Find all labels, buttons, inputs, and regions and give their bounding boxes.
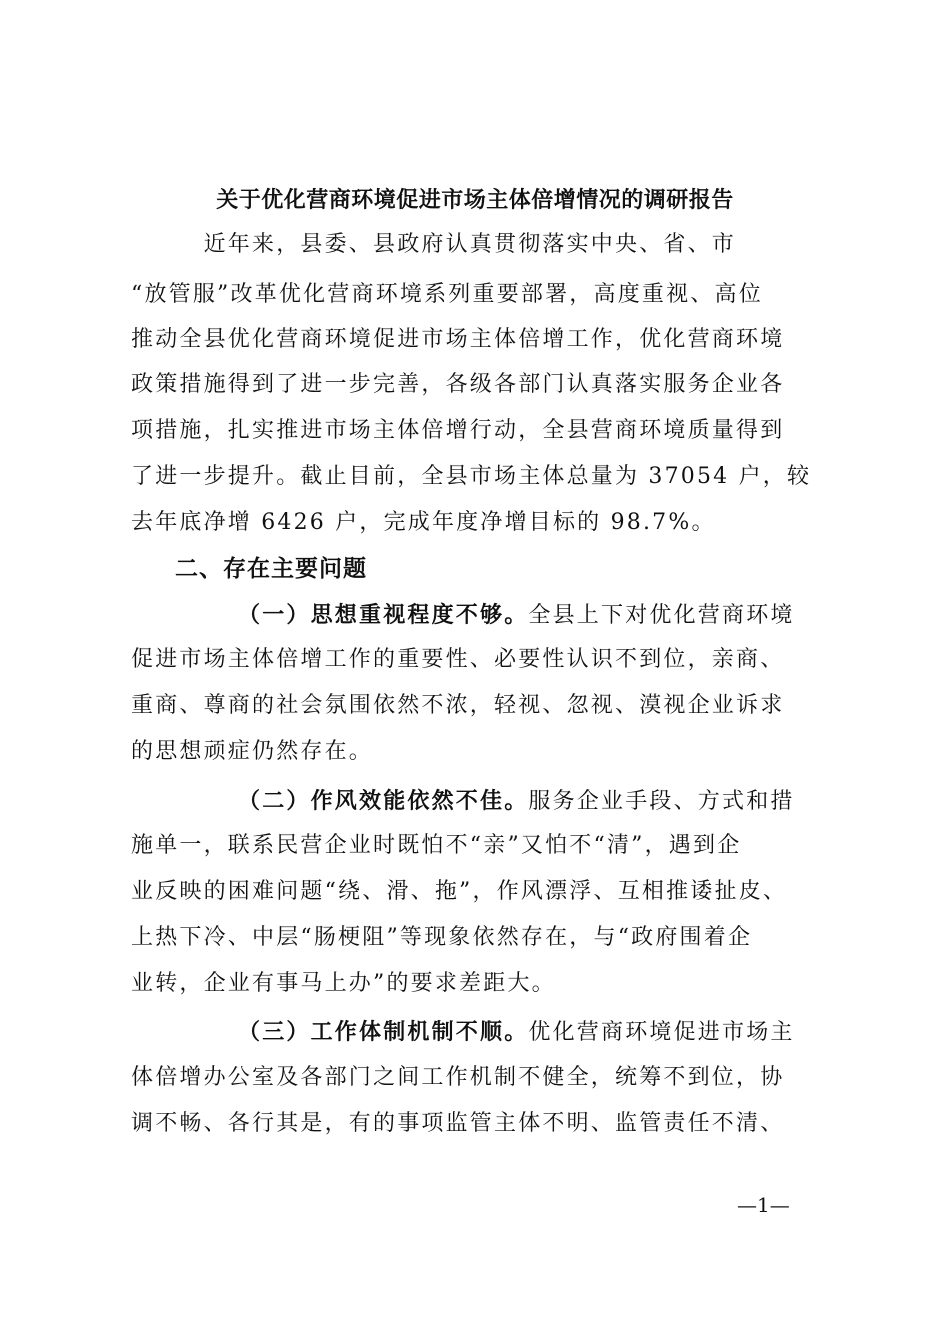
item2-line-5: 业转，企业有事马上办”的要求差距大。: [131, 971, 556, 996]
intro-line-5: 项措施，扎实推进市场主体倍增行动，全县营商环境质量得到: [131, 418, 785, 443]
section-heading: 二、存在主要问题: [175, 555, 367, 582]
item1-line-3: 重商、尊商的社会氛围依然不浓，轻视、忽视、漠视企业诉求: [131, 693, 785, 718]
item3-first-line: [238, 1017, 838, 1048]
item2-line-2: 施单一，联系民营企业时既怕不“亲”又怕不“清”，遇到企: [131, 833, 742, 858]
item3-line-3: 调不畅、各行其是，有的事项监管主体不明、监管责任不清、: [131, 1111, 785, 1136]
document-title: 关于优化营商环境促进市场主体倍增情况的调研报告: [216, 187, 734, 213]
item3-line-2: 体倍增办公室及各部门之间工作机制不健全，统筹不到位，协: [131, 1065, 785, 1090]
item2-lead: （二）作风效能依然不佳。: [238, 788, 529, 814]
item2-line-4: 上热下冷、中层“肠梗阻”等现象依然存在，与“政府围着企: [131, 925, 753, 950]
intro-line-6: 了进一步提升。截止目前，全县市场主体总量为 37054 户，较: [131, 464, 812, 489]
item1-first-line: [238, 600, 838, 631]
intro-line-2: “放管服”改革优化营商环境系列重要部署，高度重视、高位: [131, 282, 763, 307]
item3-lead: （三）工作体制机制不顺。: [238, 1019, 529, 1045]
intro-line-4: 政策措施得到了进一步完善，各级各部门认真落实服务企业各: [131, 372, 785, 397]
intro-line-1: 近年来，县委、县政府认真贯彻落实中央、省、市: [131, 232, 737, 257]
intro-line-7: 去年底净增 6426 户，完成年度净增目标的 98.7%。: [131, 510, 716, 535]
item2-line-3: 业反映的困难问题“绕、滑、拖”，作风漂浮、互相推诿扯皮、: [131, 879, 788, 904]
intro-line-3: 推动全县优化营商环境促进市场主体倍增工作，优化营商环境: [131, 327, 785, 352]
item1-line-2: 促进市场主体倍增工作的重要性、必要性认识不到位，亲商、: [131, 647, 785, 672]
item2-first-line: [238, 786, 838, 817]
item2-first-rest: 服务企业手段、方式和措: [528, 789, 795, 814]
page-number: —1—: [737, 1193, 790, 1217]
item1-line-4: 的思想顽症仍然存在。: [131, 739, 374, 764]
item3-first-rest: 优化营商环境促进市场主: [528, 1020, 795, 1045]
item1-lead: （一）思想重视程度不够。: [238, 602, 529, 628]
item1-first-rest: 全县上下对优化营商环境: [528, 603, 795, 628]
